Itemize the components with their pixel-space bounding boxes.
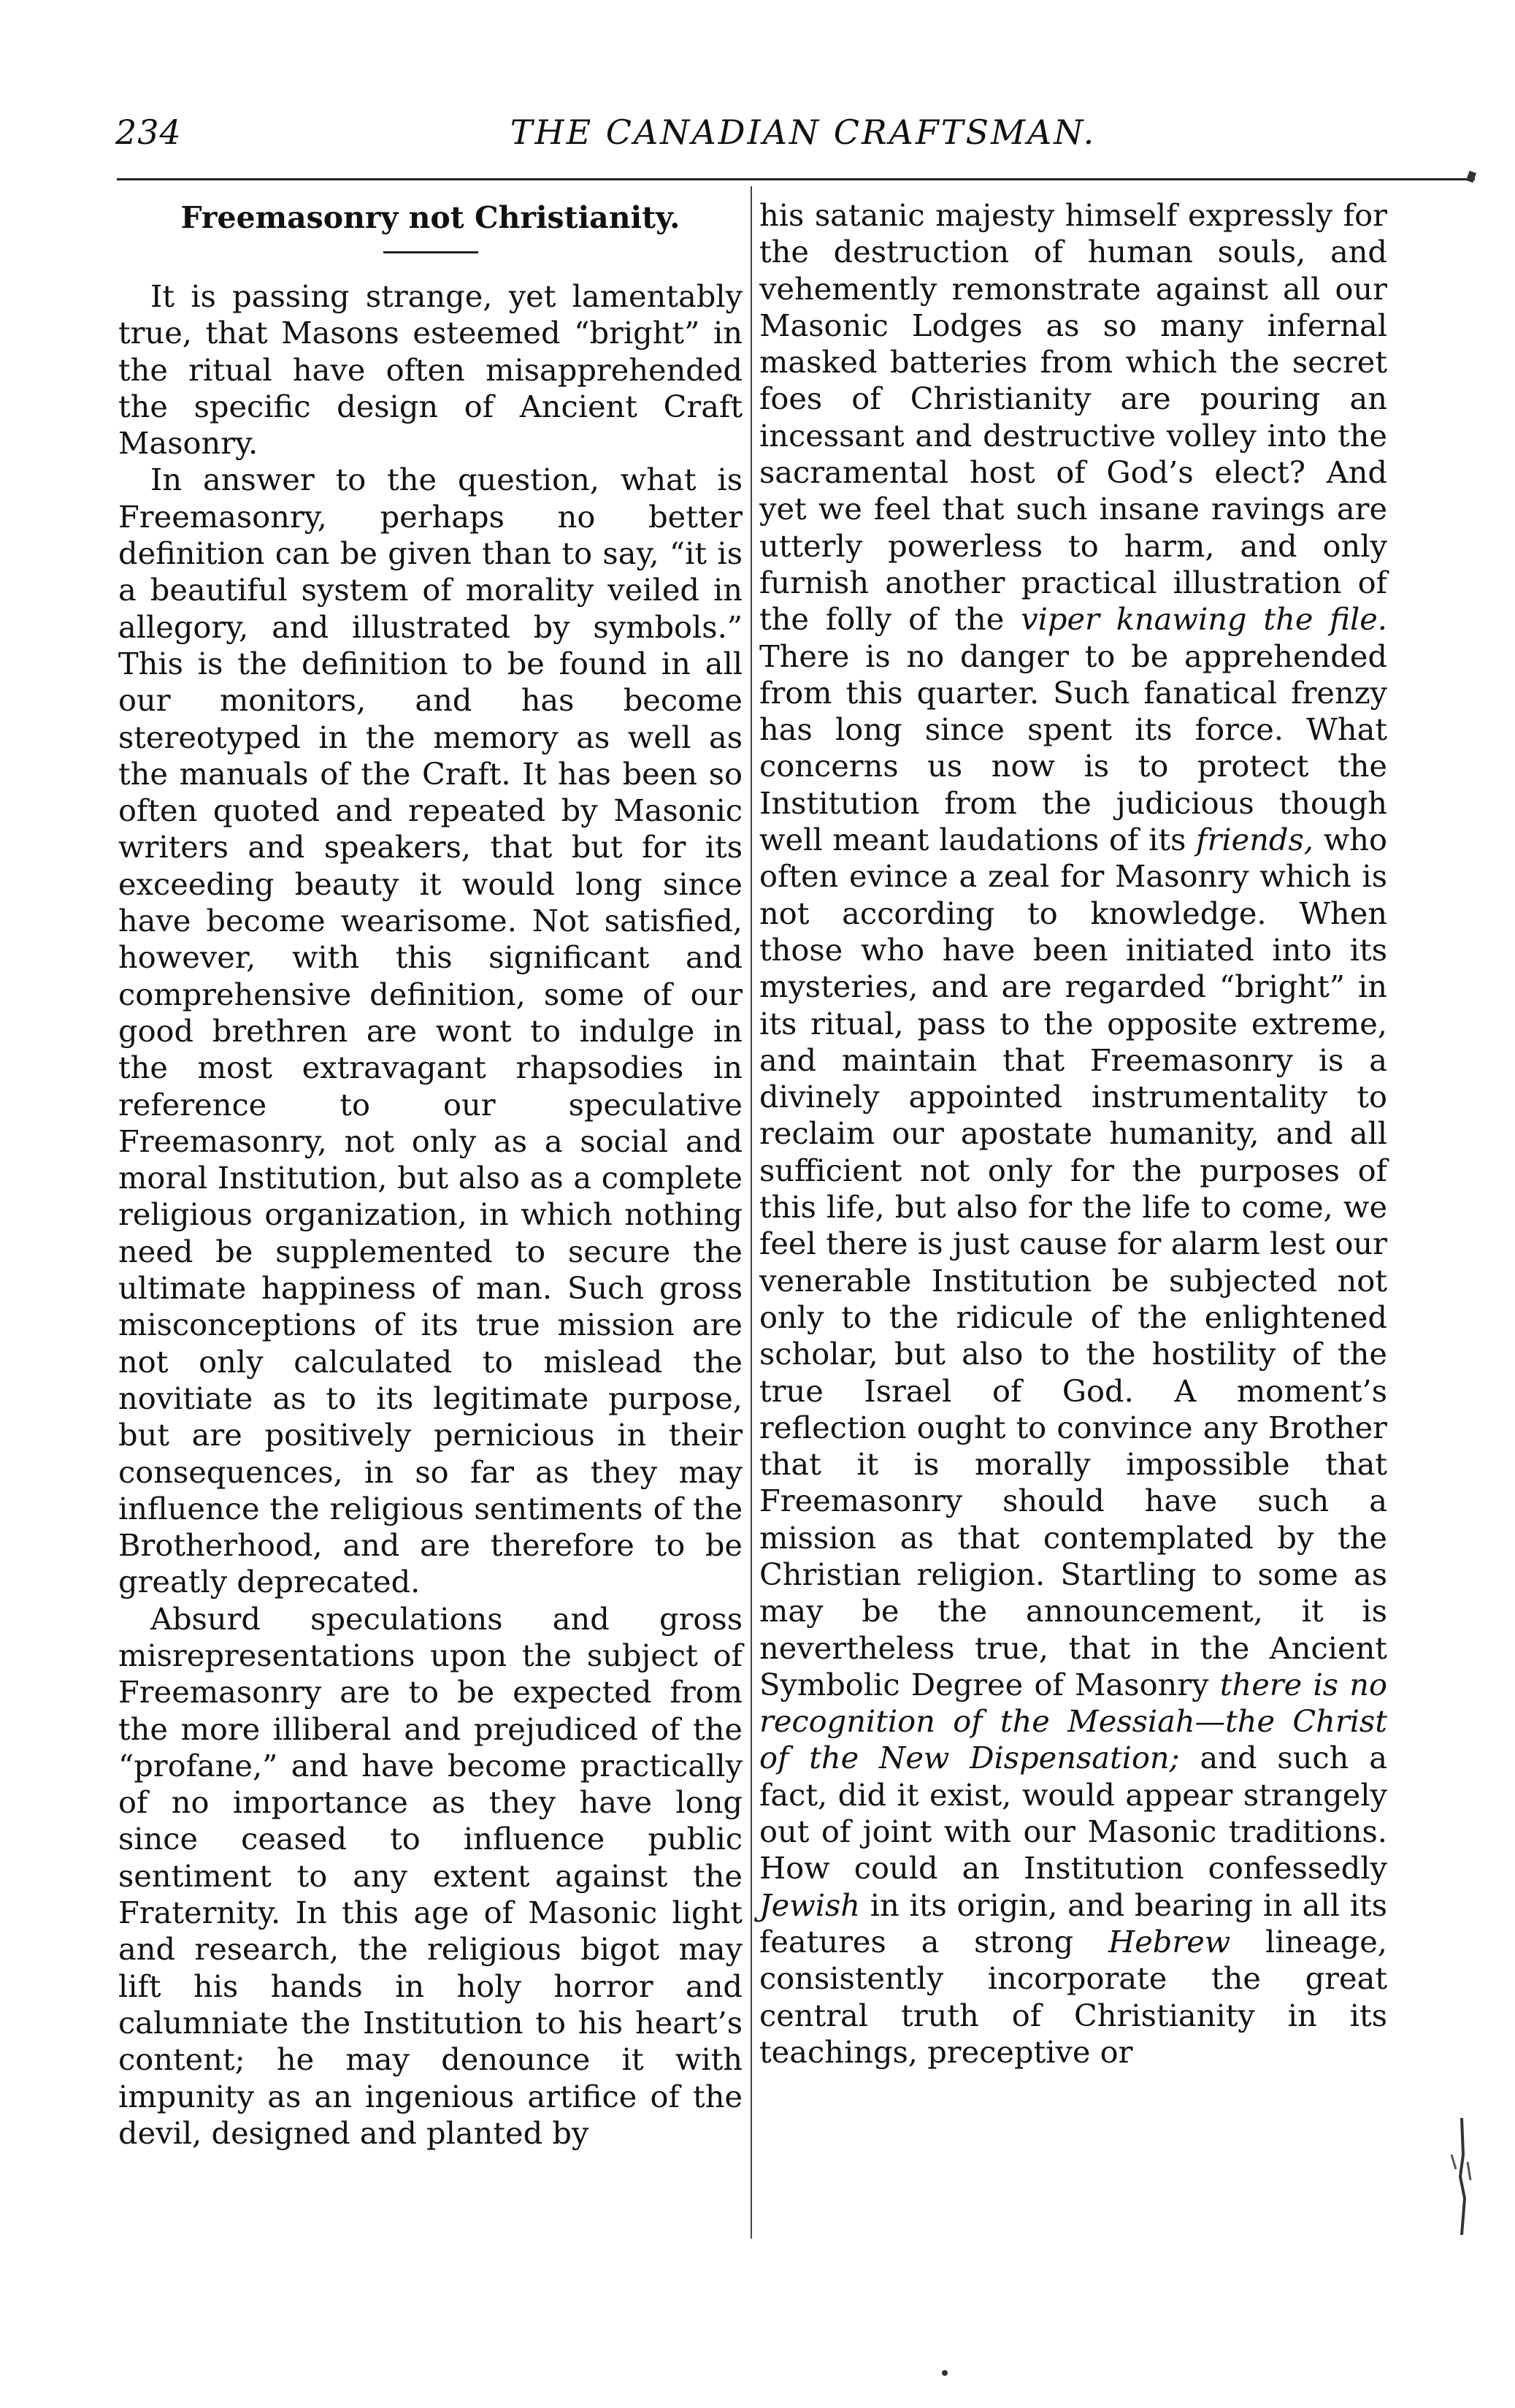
italic-phrase: Hebrew	[1108, 1923, 1231, 1960]
right-column	[759, 197, 1387, 2071]
italic-phrase: Jewish	[759, 1887, 861, 1923]
text-run: who often evince a zeal for Masonry which is not according to knowledge. When those who have been initiated into its mysteries, and are regarded “bright” in its ritual, pass to the opposite extreme, and maintain that Freemasonry is a divinely appointed instrumentality to reclaim our apostate humanity, and all sufficient not only for the purposes of this life, but also for the life to come, we feel there is just cause for alarm lest our venerable Institution be subjected not only to the ridicule of the enlightened scholar, but also to the hostility of the true Israel of God. A moment’s reflection ought to convince any Brother that it is morally impossible that Freemasonry should have such a mission as that contemplated by the Christian religion. Startling to some as may be the announcement, it is nevertheless true, that in the Ancient Symbolic Degree of Masonry	[759, 822, 1387, 1702]
text-run: There is no danger to be apprehended from this quarter. Such fanatical frenzy has long since spent its force. What concerns us now is to protect the Institution from the judicious though well meant laudations of its	[759, 638, 1387, 858]
article-title: Freemasonry not Christianity.	[180, 200, 680, 235]
text-run: and such a fact, did it exist, would appear strangely out of joint with our Masonic traditions. How could an Institution confessedly	[759, 1740, 1387, 1887]
italic-phrase: there is no recognition of the Messiah—the Christ of the New Dispensation;	[759, 1666, 1388, 1776]
paragraph-3: Absurd speculations and gross misrepresentations upon the subject of Freemasonry are to be expected from the more illiberal and prejudiced of the “profane,” and have become practically of no importance as they have long since ceased to influence public sentiment to any extent against the Fraternity. In this age of Masonic light and research, the religious bigot may lift his hands in holy horror and calumniate the Institution to his heart’s content; he may denounce it with impunity as an ingenious artifice of the devil, designed and planted by	[118, 1600, 743, 2151]
running-head	[110, 110, 1395, 161]
column-divider	[751, 186, 752, 2239]
paragraph-1: It is passing strange, yet lamentably true, that Masons esteemed “bright” in the ritual have often misapprehended the specific design of Ancient Craft Masonry.	[118, 278, 743, 462]
page-number: 234	[115, 112, 182, 152]
title-rule	[383, 251, 478, 253]
margin-scan-artifact	[1446, 2111, 1475, 2242]
text-run: his satanic majesty himself expressly for the destruction of human souls, and vehemently remonstrate against all our Masonic Lodges as so many infernal masked batteries from which the secret foes of Christianity are pouring an incessant and destructive volley into the sacramental host of God’s elect? And yet we feel that such insane ravings are utterly powerless to harm, and only furnish another practical illustration of the folly of the	[759, 197, 1387, 638]
text-run: in its origin, and bearing in all its features a strong	[759, 1887, 1387, 1960]
paragraph-2: In answer to the question, what is Freemasonry, perhaps no better definition can be given than to say, “it is a beautiful system of morality veiled in allegory, and illustrated by symbols.” This is the definition to be found in all our monitors, and has become stereotyped in the memory as well as the manuals of the Craft. It has been so often quoted and repeated by Masonic writers and speakers, that but for its exceeding beauty it would long since have become wearisome. Not satisfied, however, with this significant and comprehensive definition, some of our good brethren are wont to indulge in the most extravagant rhapsodies in reference to our speculative Freemasonry, not only as a social and moral Institution, but also as a complete religious organization, in which nothing need be supplemented to secure the ultimate happiness of man. Such gross misconceptions of its true mission are not only calculated to mislead the novitiate as to its legitimate purpose, but are positively pernicious in their consequences, in so far as they may influence the religious sentiments of the Brotherhood, and are therefore to be greatly deprecated.	[118, 462, 743, 1600]
italic-phrase: viper knawing the file.	[1021, 601, 1387, 638]
paragraph-continued	[759, 197, 1387, 2071]
left-column	[118, 197, 743, 2152]
italic-phrase: friends,	[1196, 822, 1313, 858]
edge-speck	[1466, 171, 1476, 183]
ink-speck	[942, 2370, 948, 2376]
text-run: lineage, consistently incorporate the great central truth of Christianity in its teachings, preceptive or	[759, 1923, 1388, 2070]
journal-title: THE CANADIAN CRAFTSMAN.	[510, 112, 1097, 152]
header-rule	[117, 178, 1475, 180]
